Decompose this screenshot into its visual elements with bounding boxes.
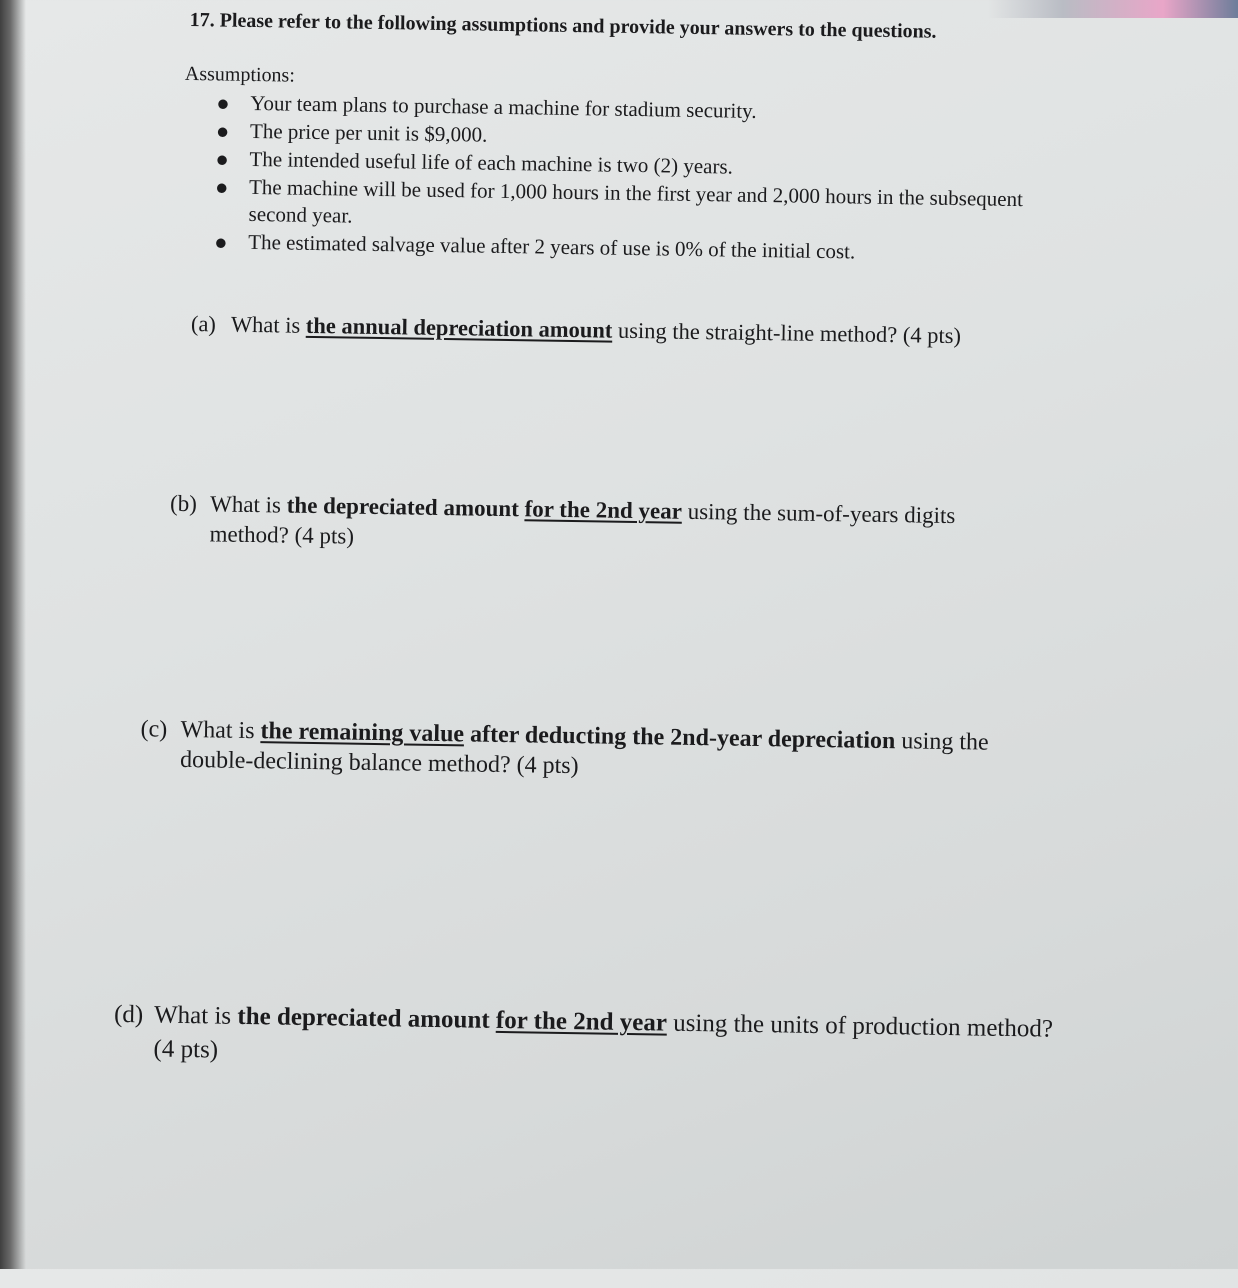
- question-c-label: (c): [140, 716, 168, 743]
- question-b-label: (b): [169, 490, 198, 517]
- question-d-emphasis: for the 2nd year: [495, 1006, 668, 1037]
- assumption-item: ● The machine will be used for 1,000 hours in the first year and 2,000 hours in the subsequent second year.: [214, 174, 1024, 228]
- bullet-icon: ●: [216, 90, 230, 116]
- question-number: 17.: [189, 8, 215, 32]
- bullet-icon: ●: [215, 118, 230, 144]
- question-c: (c) What is the remaining value after deducting the 2nd-year depreciation using the double-declining balance method? (4 pts): [140, 716, 989, 780]
- assumption-item: ● Your team plans to purchase a machine for stadium security.: [216, 90, 757, 123]
- assumptions-list: [208, 89, 1031, 269]
- bullet-icon: ●: [214, 174, 229, 200]
- question-intro: Please refer to the following assumptions and provide your answers to the questions.: [219, 9, 937, 43]
- assumption-item: ● The estimated salvage value after 2 years of use is 0% of the initial cost.: [214, 229, 856, 264]
- question-c-emphasis: the remaining value: [260, 718, 465, 748]
- assumption-item: ● The intended useful life of each machine is two (2) years.: [215, 146, 734, 179]
- question-b: (b) What is the depreciated amount for the 2nd year using the sum-of-years digits method? (4 pts): [169, 490, 956, 549]
- assumption-item: ● The price per unit is $9,000.: [215, 118, 488, 147]
- bullet-icon: ●: [215, 146, 230, 172]
- question-a-label: (a): [190, 311, 217, 337]
- question-a-emphasis: the annual depreciation amount: [305, 312, 613, 343]
- question-d: (d) What is the depreciated amount for the 2nd year using the units of production method? (4 pts): [113, 998, 1194, 1083]
- question-a: (a) What is the annual depreciation amount using the straight-line method? (4 pts): [190, 311, 962, 349]
- question-heading: [190, 9, 937, 44]
- assumptions-label: Assumptions:: [184, 62, 296, 87]
- question-d-label: (d): [113, 1000, 144, 1029]
- bullet-icon: ●: [214, 229, 228, 255]
- question-b-emphasis: for the 2nd year: [524, 496, 683, 524]
